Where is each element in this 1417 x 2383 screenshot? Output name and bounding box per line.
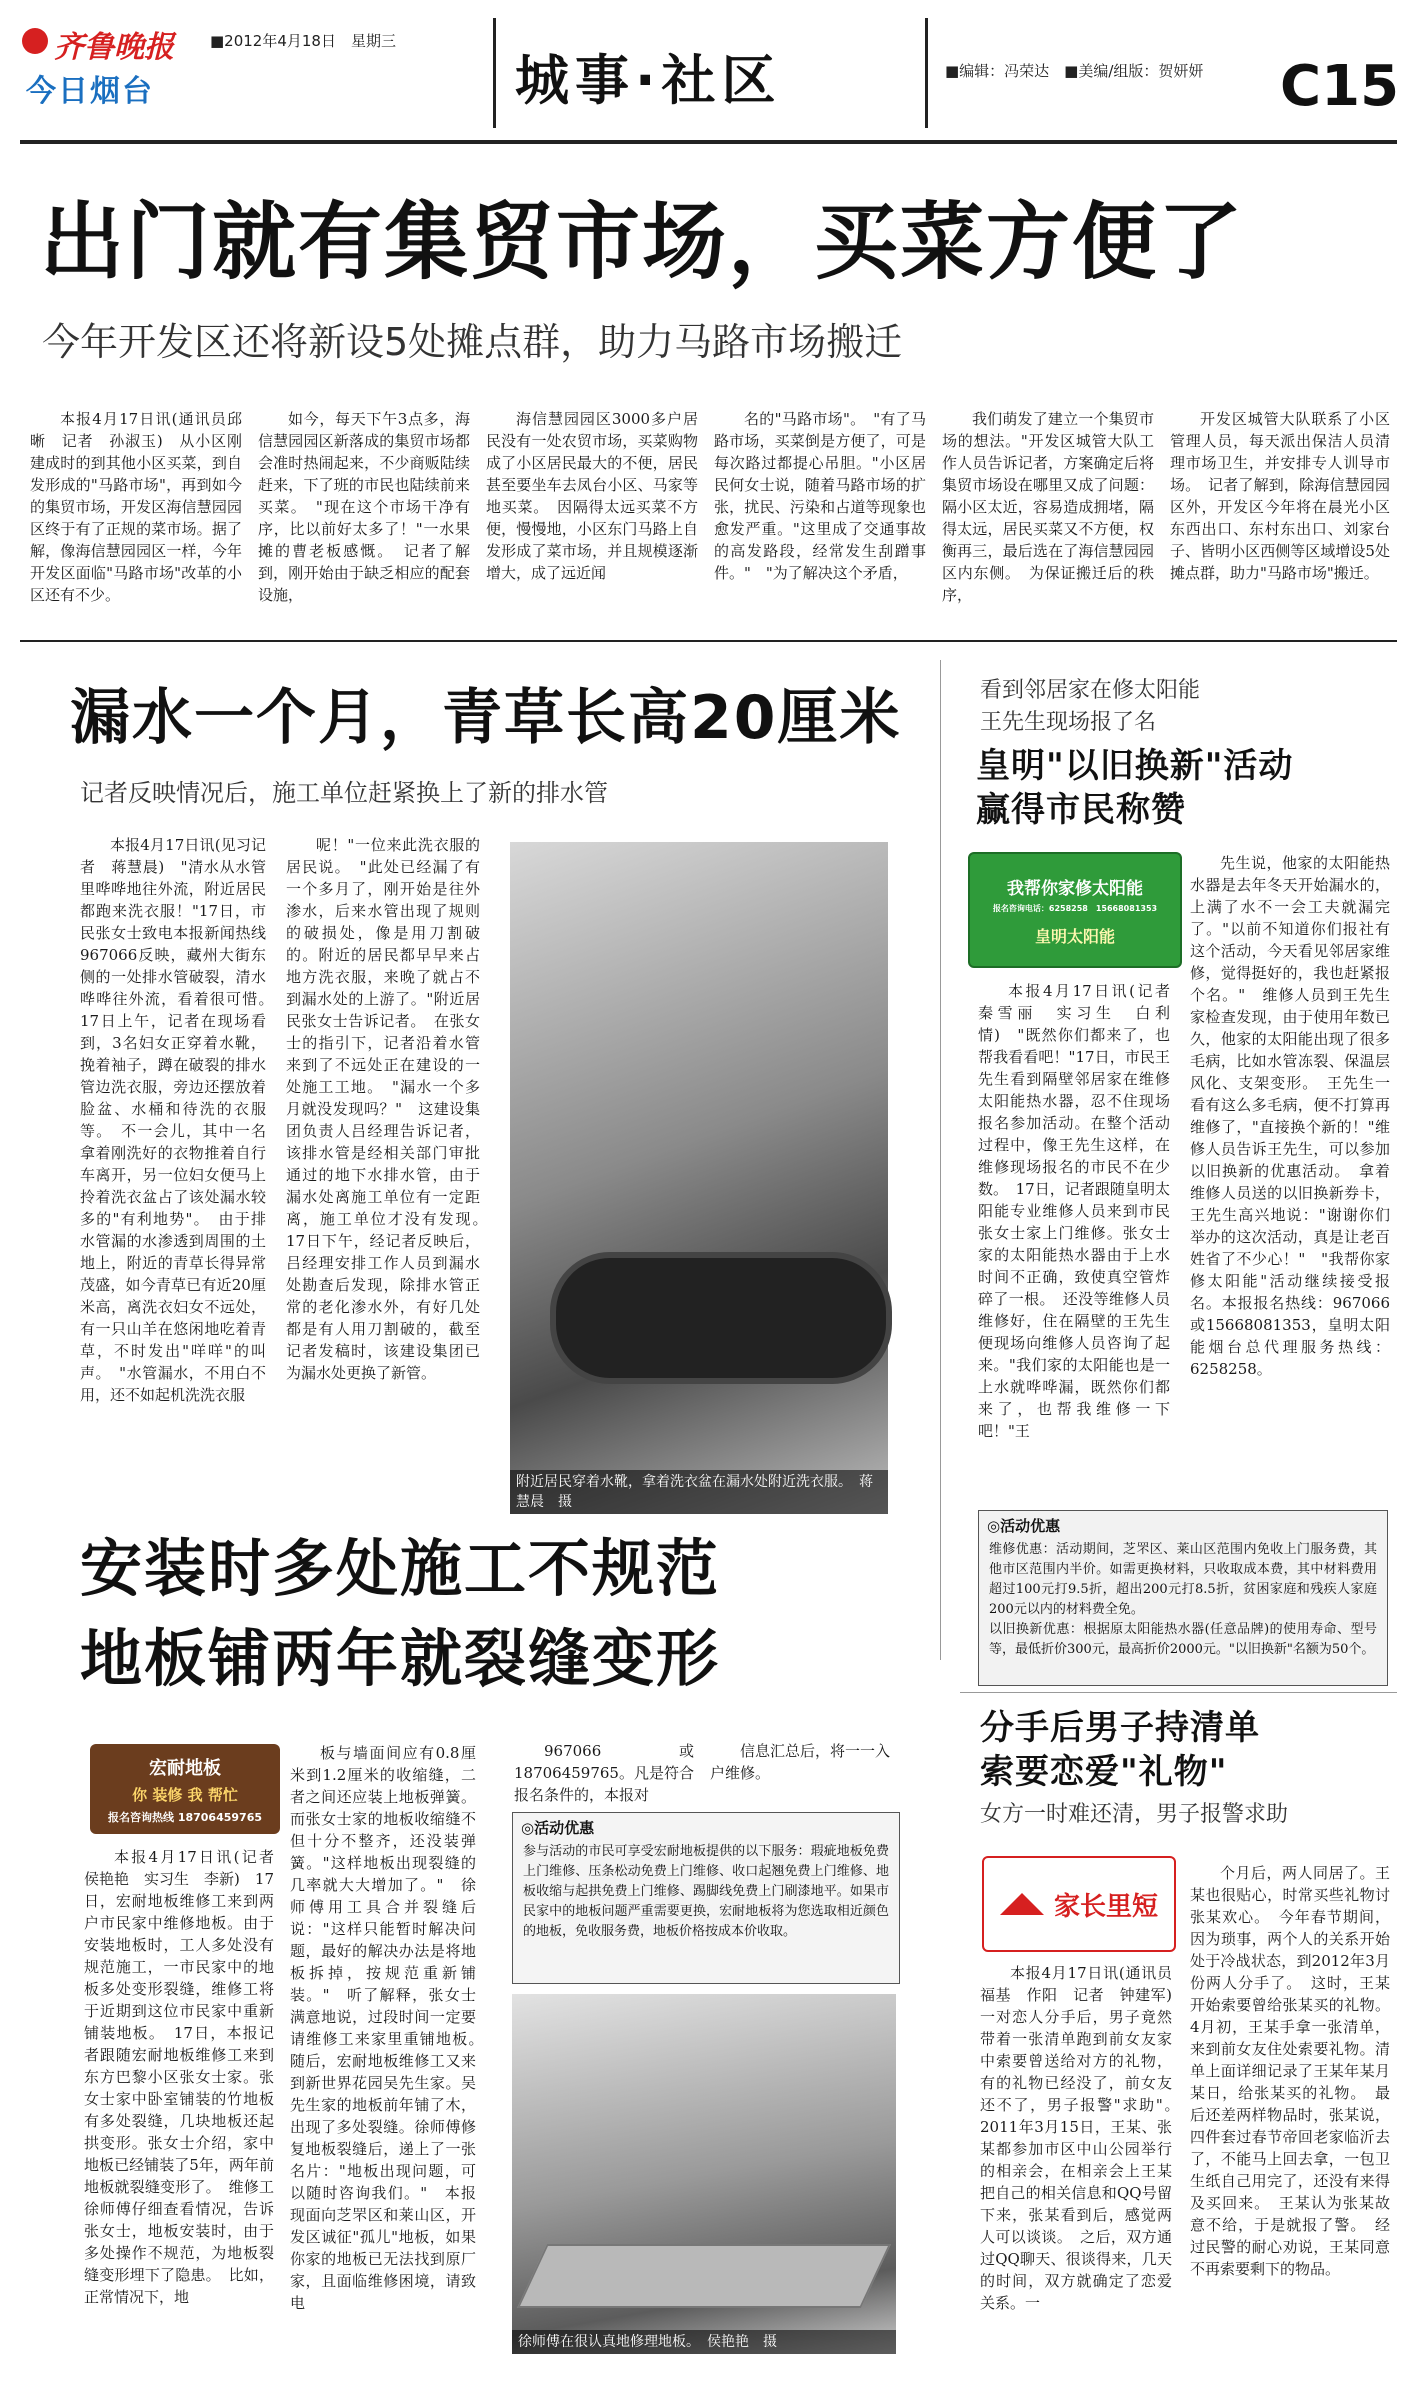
- pipe-shape: [550, 1252, 892, 1384]
- solar-offer-text-1: 维修优惠：活动期间，芝罘区、莱山区范围内免收上门服务费，其他市区范围内半价。如需更换材料，只收取成本费，其中材料费用超过100元打9.5折，超出200元打8.5折，贫困家庭和残疾人家庭200元以内的材料费全免。: [989, 1542, 1377, 1617]
- floor-ad-sign: [90, 1744, 280, 1834]
- breakup-column-2: 个月后，两人同居了。王某也很贴心，时常买些礼物讨张某欢心。 今年春节期间，因为琐事，两个人的关系开始处于冷战状态，到2012年3月份两人分手了。 这时，王某开始索要曾给张某买的礼物。4月初，王某手拿一张清单，来到前女友住处索要礼物。清单上面详细记录了王某年某月某日，给张某买的礼物。 最后还差两样物品时，张某说，四件套过春节帝回老家临沂去了，不能马上回去拿，一包卫生纸自己用完了，还没有来得及买回来。 王某认为张某故意不给，于是就报了警。 经过民警的耐心劝说，王某同意不再索要剩下的物品。: [1190, 1864, 1390, 2278]
- lead-headline: 出门就有集贸市场，买菜方便了: [40, 193, 1245, 291]
- lead-column-6: 开发区城管大队联系了小区管理人员，每天派出保洁人员清理市场卫生，并安排专人训导市场。 记者了解到，除海信慧园园区外，开发区今年将在晨光小区东西出口、东村东出口、刘家台子、皆明小区西侧等区域增设5处摊点群，助力"马路市场"搬迁。: [1170, 410, 1390, 582]
- lead-column-2: 如今，每天下午3点多，海信慧园园区新落成的集贸市场都会准时热闹起来，不少商贩陆续赶来，下了班的市民也陆续前来买菜。 "现在这个市场干净有序，比以前好太多了！"一水果摊的曹老板感慨。 记者了解到，刚开始由于缺乏相应的配套设施，: [258, 410, 470, 604]
- page-number: C15: [1280, 54, 1400, 119]
- house-icon: [1000, 1893, 1044, 1915]
- floor-photo-caption: 徐师傅在很认真地修理地板。 侯艳艳 摄: [512, 2330, 896, 2354]
- floor-ad-brand: 宏耐地板: [149, 1757, 221, 1779]
- section-title: 城事·社区: [515, 49, 782, 112]
- leak-headline: 漏水一个月，青草长高20厘米: [70, 683, 902, 753]
- breakup-headline-1: 分手后男子持清单: [980, 1708, 1260, 1748]
- floor-column-2: 板与墙面间应有0.8厘米到1.2厘米的收缩缝，二者之间还应装上地板弹簧。而张女士家的地板收缩缝不但十分不整齐，还没装弹簧。"这样地板出现裂缝的几率就大大增加了。" 徐师傅用工具合并裂缝后说："这样只能暂时解决问题，最好的解决办法是将地板拆掉，按规范重新铺装。" 听了解释，张女士满意地说，过段时间一定要请维修工来家里重铺地板。 随后，宏耐地板维修工又来到新世界花园吴先生家。吴先生家的地板前年铺了木，出现了多处裂缝。徐师傅修复地板裂缝后，递上了一张名片："地板出现问题，可以随时咨询我们。" 本报现面向芝罘区和莱山区，开发区诚征"孤儿"地板，如果你家的地板已无法找到原厂家，且面临维修困境，请致电: [290, 1744, 492, 2312]
- leak-column-2: 呢！"一位来此洗衣服的居民说。 "此处已经漏了有一个多月了，刚开始是往外渗水，后来水管出现了规则的破损处，像是用刀割破的。附近的居民都早早来占地方洗衣服，来晚了就占不到漏水处的上游了。"附近居民张女士告诉记者。 在张女士的指引下，记者沿着水管来到了不远处正在建设的一处施工工地。 "漏水一个多月就没发现吗？" 这建设集团负责人吕经理告诉记者，该排水管是经相关部门审批通过的地下水排水管，由于漏水处离施工单位有一定距离，施工单位才没有发现。 17日下午，经记者反映后，吕经理安排工作人员到漏水处勘查后发现，除排水管正常的老化渗水外，有好几处都是有人用刀割破的，截至记者发稿时，该建设集团已为漏水处更换了新管。: [286, 836, 496, 1382]
- logo-icon: [22, 28, 48, 54]
- editor-credit: ■编辑：冯荣达 ■美编/组版：贺妍妍: [945, 62, 1204, 80]
- floor-offer-box: [512, 1812, 900, 1984]
- breakup-column-logo: [982, 1856, 1176, 1952]
- leak-right-divider: [940, 660, 941, 1660]
- floor-offer-text: 参与活动的市民可享受宏耐地板提供的以下服务：瑕疵地板免费上门维修、压条松动免费上门维修、收口起翘免费上门维修、地板收缩与起拱免费上门维修、踢脚线免费上门刷漆地平。如果市民家中的地板问题严重需要更换，宏耐地板将为您选取相近颜色的地板，免收服务费，地板价格按成本价收取。: [523, 1844, 889, 1939]
- header-divider-right: [925, 18, 928, 128]
- newspaper-logo: 齐鲁晚报: [22, 22, 192, 58]
- breakup-top-divider: [960, 1692, 1397, 1693]
- leak-subheadline: 记者反映情况后，施工单位赶紧换上了新的排水管: [80, 779, 608, 807]
- solar-kicker-2: 王先生现场报了名: [980, 710, 1157, 735]
- floor-plank-shape: [517, 2244, 891, 2308]
- floor-ad-slogan: 你 装修 我 帮忙: [132, 1785, 238, 1804]
- lead-subheadline: 今年开发区还将新设5处摊点群，助力马路市场搬迁: [42, 320, 903, 364]
- floor-offer-title: ◎活动优惠: [521, 1819, 595, 1837]
- solar-headline-2: 赢得市民称赞: [976, 790, 1186, 830]
- leak-photo-caption: 附近居民穿着水靴，拿着洗衣盆在漏水处附近洗衣服。 蒋慧晨 摄: [510, 1470, 888, 1514]
- lead-column-5: 我们萌发了建立一个集贸市场的想法。"开发区城管大队工作人员告诉记者，方案确定后将集贸市场设在哪里又成了问题：隔小区太近，容易造成拥堵，隔得太远，居民买菜又不方便，权衡再三，最后选在了海信慧园园区内东侧。 为保证搬迁后的秩序，: [942, 410, 1154, 604]
- solar-offer-title: ◎活动优惠: [987, 1517, 1061, 1535]
- breakup-column-1: 本报4月17日讯(通讯员 福基 作阳 记者 钟建军) 一对恋人分手后，男子竟然带着一张清单跑到前女友家中索要曾送给对方的礼物，有的礼物已经没了，前女友还不了，男子报警"求助"。 2011年3月15日，王某、张某都参加市区中山公园举行的相亲会，在相亲会上王某把自己的相关信息和QQ号留下来，张某看到后，感觉两人可以谈谈。 之后，双方通过QQ聊天、很谈得来，几天的时间，双方就确定了恋爱关系。一: [980, 1964, 1188, 2312]
- floor-column-3: 967066或18706459765。凡是符合报名条件的，本报对: [514, 1742, 694, 1804]
- solar-ad-brand: 皇明太阳能: [1034, 926, 1115, 946]
- floor-photo: [512, 1994, 896, 2354]
- floor-ad-phone: 报名咨询热线 18706459765: [107, 1810, 263, 1824]
- solar-offer-box: [978, 1510, 1388, 1686]
- solar-headline-1: 皇明"以旧换新"活动: [976, 746, 1294, 786]
- header-divider-left: [493, 18, 496, 128]
- masthead: [0, 0, 1417, 140]
- leak-column-1: 本报4月17日讯(见习记者 蒋慧晨) "清水从水管里哗哗地往外流，附近居民都跑来洗衣服！"17日，市民张女士致电本报新闻热线967066反映，藏州大街东侧的一处排水管破裂，清水哗哗往外流，看着很可惜。 17日上午，记者在现场看到，3名妇女正穿着水靴，挽着袖子，蹲在破裂的排水管边洗衣服，旁边还摆放着脸盆、水桶和待洗的衣服等。 不一会儿，其中一名拿着刚洗好的衣物推着自行车离开，另一位妇女便马上拎着洗衣盆占了该处漏水较多的"有利地势"。 由于排水管漏的水渗透到周围的土地上，附近的青草长得异常茂盛，如今青草已有近20厘米高，离洗衣妇女不远处，有一只山羊在悠闲地吃着青草，不时发出"咩咩"的叫声。 "水管漏水，不用白不用，还不如起机洗洗衣服: [80, 836, 282, 1404]
- solar-ad-sign: [968, 852, 1182, 968]
- lead-bottom-rule: [20, 640, 1397, 642]
- floor-headline-1: 安装时多处施工不规范: [80, 1532, 721, 1605]
- floor-column-1: 本报4月17日讯(记者 侯艳艳 实习生 李新) 17日，宏耐地板维修工来到两户市民家中维修地板。由于安装地板时，工人多处没有规范施工，一市民家中的地板多处变形裂缝，维修工将于近期到这位市民家中重新铺装地板。 17日，本报记者跟随宏耐地板维修工来到东方巴黎小区张女士家。张女士家中卧室铺装的竹地板有多处裂缝，几块地板还起拱变形。张女士介绍，家中地板已经铺装了5年，两年前地板就裂缝变形了。 维修工徐师傅仔细查看情况，告诉张女士，地板安装时，由于多处操作不规范，为地板裂缝变形埋下了隐患。 比如，正常情况下，地: [84, 1848, 290, 2306]
- solar-offer-text-2: 以旧换新优惠：根据原太阳能热水器(任意品牌)的使用寿命、型号等，最低折价300元，最高折价2000元。"以旧换新"名额为50个。: [989, 1622, 1377, 1657]
- solar-ad-title: 我帮你家修太阳能: [1007, 878, 1143, 899]
- edition-label: 今日烟台: [26, 74, 154, 109]
- lead-column-3: 海信慧园园区3000多户居民没有一处农贸市场，买菜购物成了小区居民最大的不便，居民甚至要坐车去凤台小区、马家等地买菜。 因隔得太远买菜不方便，慢慢地，小区东门马路上自发形成了菜市场，并且规模逐渐增大，成了远近闻: [486, 410, 698, 582]
- solar-ad-phone: 报名咨询电话：6258258 15668081353: [992, 903, 1158, 913]
- breakup-headline-2: 索要恋爱"礼物": [980, 1752, 1228, 1792]
- floor-column-4: 信息汇总后，将一一入户维修。: [710, 1742, 891, 1782]
- solar-column-1: 本报4月17日讯(记者 秦雪丽 实习生 白利情) "既然你们都来了，也帮我看看吧！"17日，市民王先生看到隔壁邻居家在维修太阳能热水器，忍不住现场报名参加活动。在整个活动过程中，像王先生这样，在维修现场报名的市民不在少数。 17日，记者跟随皇明太阳能专业维修人员来到市民张女士家上门维修。张女士家的太阳能热水器由于上水时间不正确，致使真空管炸碎了一根。 还没等维修人员维修好，住在隔壁的王先生便现场向维修人员咨询了起来。"我们家的太阳能也是一上水就哗哗漏，既然你们都来了，也帮我维修一下吧！"王: [978, 982, 1186, 1440]
- breakup-subheadline: 女方一时难还清，男子报警求助: [980, 1802, 1289, 1827]
- lead-column-4: 名的"马路市场"。 "有了马路市场，买菜倒是方便了，可是每次路过都提心吊胆。"小区居民何女士说，随着马路市场的扩张，扰民、污染和占道等现象也愈发严重。"这里成了交通事故的高发路段，经常发生刮蹭事件。" "为了解决这个矛盾，: [714, 410, 926, 582]
- header-bottom-rule: [20, 140, 1397, 144]
- solar-kicker-1: 看到邻居家在修太阳能: [980, 678, 1201, 703]
- lead-column-1: 本报4月17日讯(通讯员邱晰 记者 孙淑玉) 从小区刚建成时的到其他小区买菜，到自发形成的"马路市场"，再到如今的集贸市场，开发区海信慧园园区终于有了正规的菜市场。据了解，像海信慧园园区一样，今年开发区面临"马路市场"改革的小区还有不少。: [30, 410, 242, 604]
- breakup-logo-text: 家长里短: [1053, 1891, 1158, 1922]
- issue-date: ■2012年4月18日 星期三: [210, 32, 396, 50]
- floor-headline-2: 地板铺两年就裂缝变形: [80, 1622, 721, 1695]
- leak-photo: [510, 842, 888, 1514]
- solar-column-2: 先生说，他家的太阳能热水器是去年冬天开始漏水的，上满了水不一会工夫就漏完了。"以前不知道你们报社有这个活动，今天看见邻居家维修，觉得挺好的，我也赶紧报个名。" 维修人员到王先生家检查发现，由于使用年数已久，他家的太阳能出现了很多毛病，比如水管冻裂、保温层风化、支架变形。 王先生一看有这么多毛病，便不打算再维修了，"直接换个新的！"维修人员告诉王先生，可以参加以旧换新的优惠活动。 拿着维修人员送的以旧换新券卡，王先生高兴地说："谢谢你们举办的这次活动，真是让老百姓省了不少心！" "我帮你家修太阳能"活动继续接受报名。本报报名热线：967066或15668081353，皇明太阳能烟台总代理服务热线：6258258。: [1190, 854, 1390, 1378]
